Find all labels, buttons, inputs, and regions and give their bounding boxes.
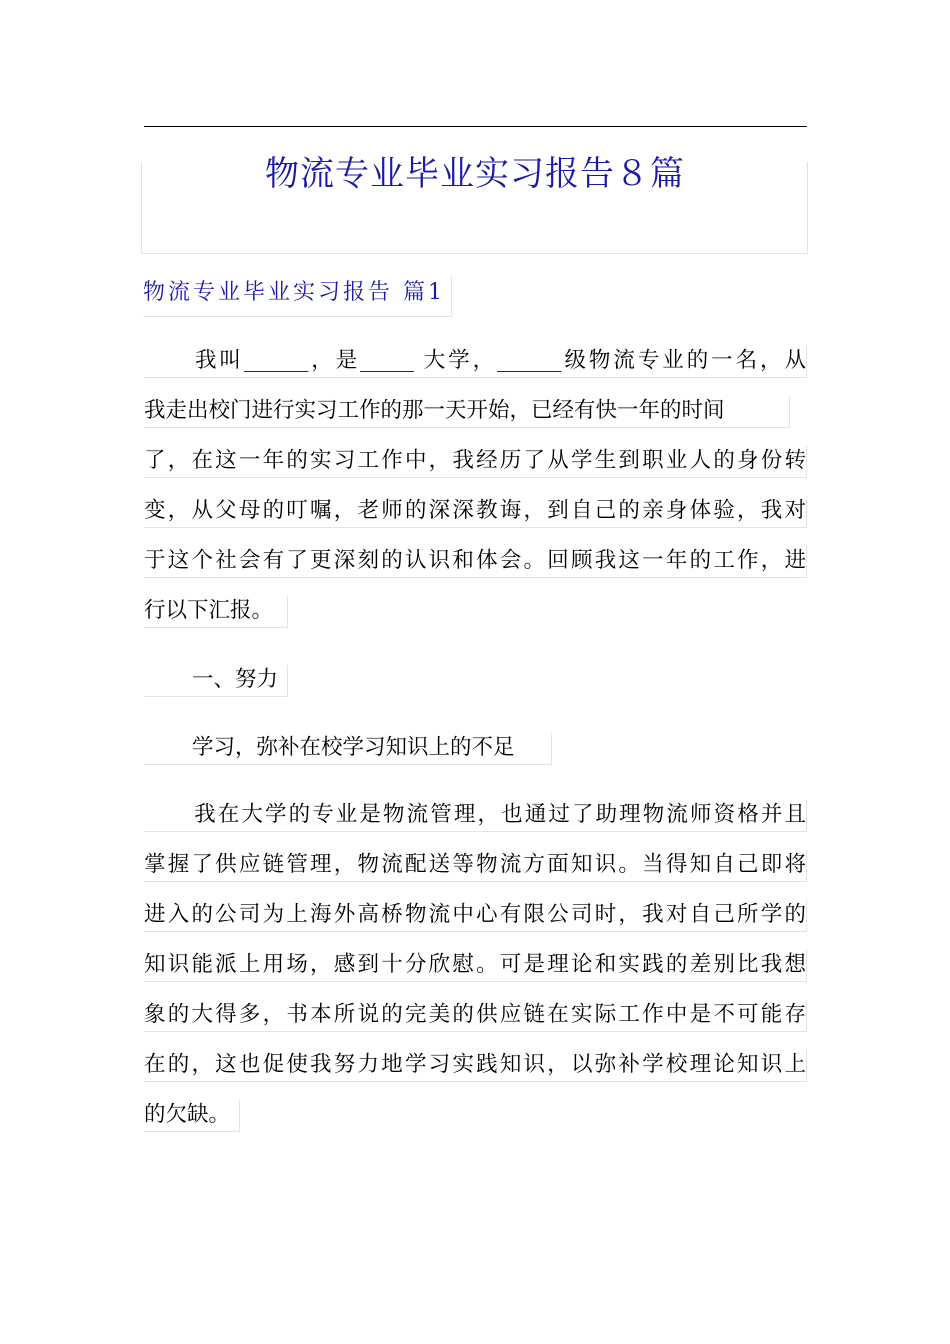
paragraph-2-line-3: 进入的公司为上海外高桥物流中心有限公司时，我对自己所学的 [144,900,807,932]
paragraph-1-line-2: 我走出校门进行实习工作的那一天开始，已经有快一年的时间 [144,396,790,428]
document-title: 物流专业毕业实习报告８篇 [265,154,685,194]
top-rule [144,126,807,127]
paragraph-1-line-6: 行以下汇报。 [144,596,288,628]
paragraph-1-line-3: 了，在这一年的实习工作中，我经历了从学生到职业人的身份转 [144,446,807,478]
paragraph-2-line-5: 象的大得多，书本所说的完美的供应链在实际工作中是不可能存 [144,1000,807,1032]
paragraph-1-line-1: 我叫______，是_____ 大学，______级物流专业的一名，从 [144,346,807,378]
paragraph-2-line-6: 在的，这也促使我努力地学习实践知识，以弥补学校理论知识上 [144,1050,807,1082]
heading-study: 学习，弥补在校学习知识上的不足 [144,733,552,765]
paragraph-2-line-7: 的欠缺。 [144,1100,240,1132]
paragraph-2-line-4: 知识能派上用场，感到十分欣慰。可是理论和实践的差别比我想 [144,950,807,982]
paragraph-2-line-2: 掌握了供应链管理，物流配送等物流方面知识。当得知自己即将 [144,850,807,882]
paragraph-1-line-5: 于这个社会有了更深刻的认识和体会。回顾我这一年的工作，进 [144,546,807,578]
paragraph-2-line-1: 我在大学的专业是物流管理，也通过了助理物流师资格并且 [144,800,807,832]
heading-effort: 一、努力 [144,665,288,697]
section-heading: 物流专业毕业实习报告 篇1 [143,276,452,317]
paragraph-1-line-4: 变，从父母的叮嘱，老师的深深教诲，到自己的亲身体验，我对 [144,496,807,528]
